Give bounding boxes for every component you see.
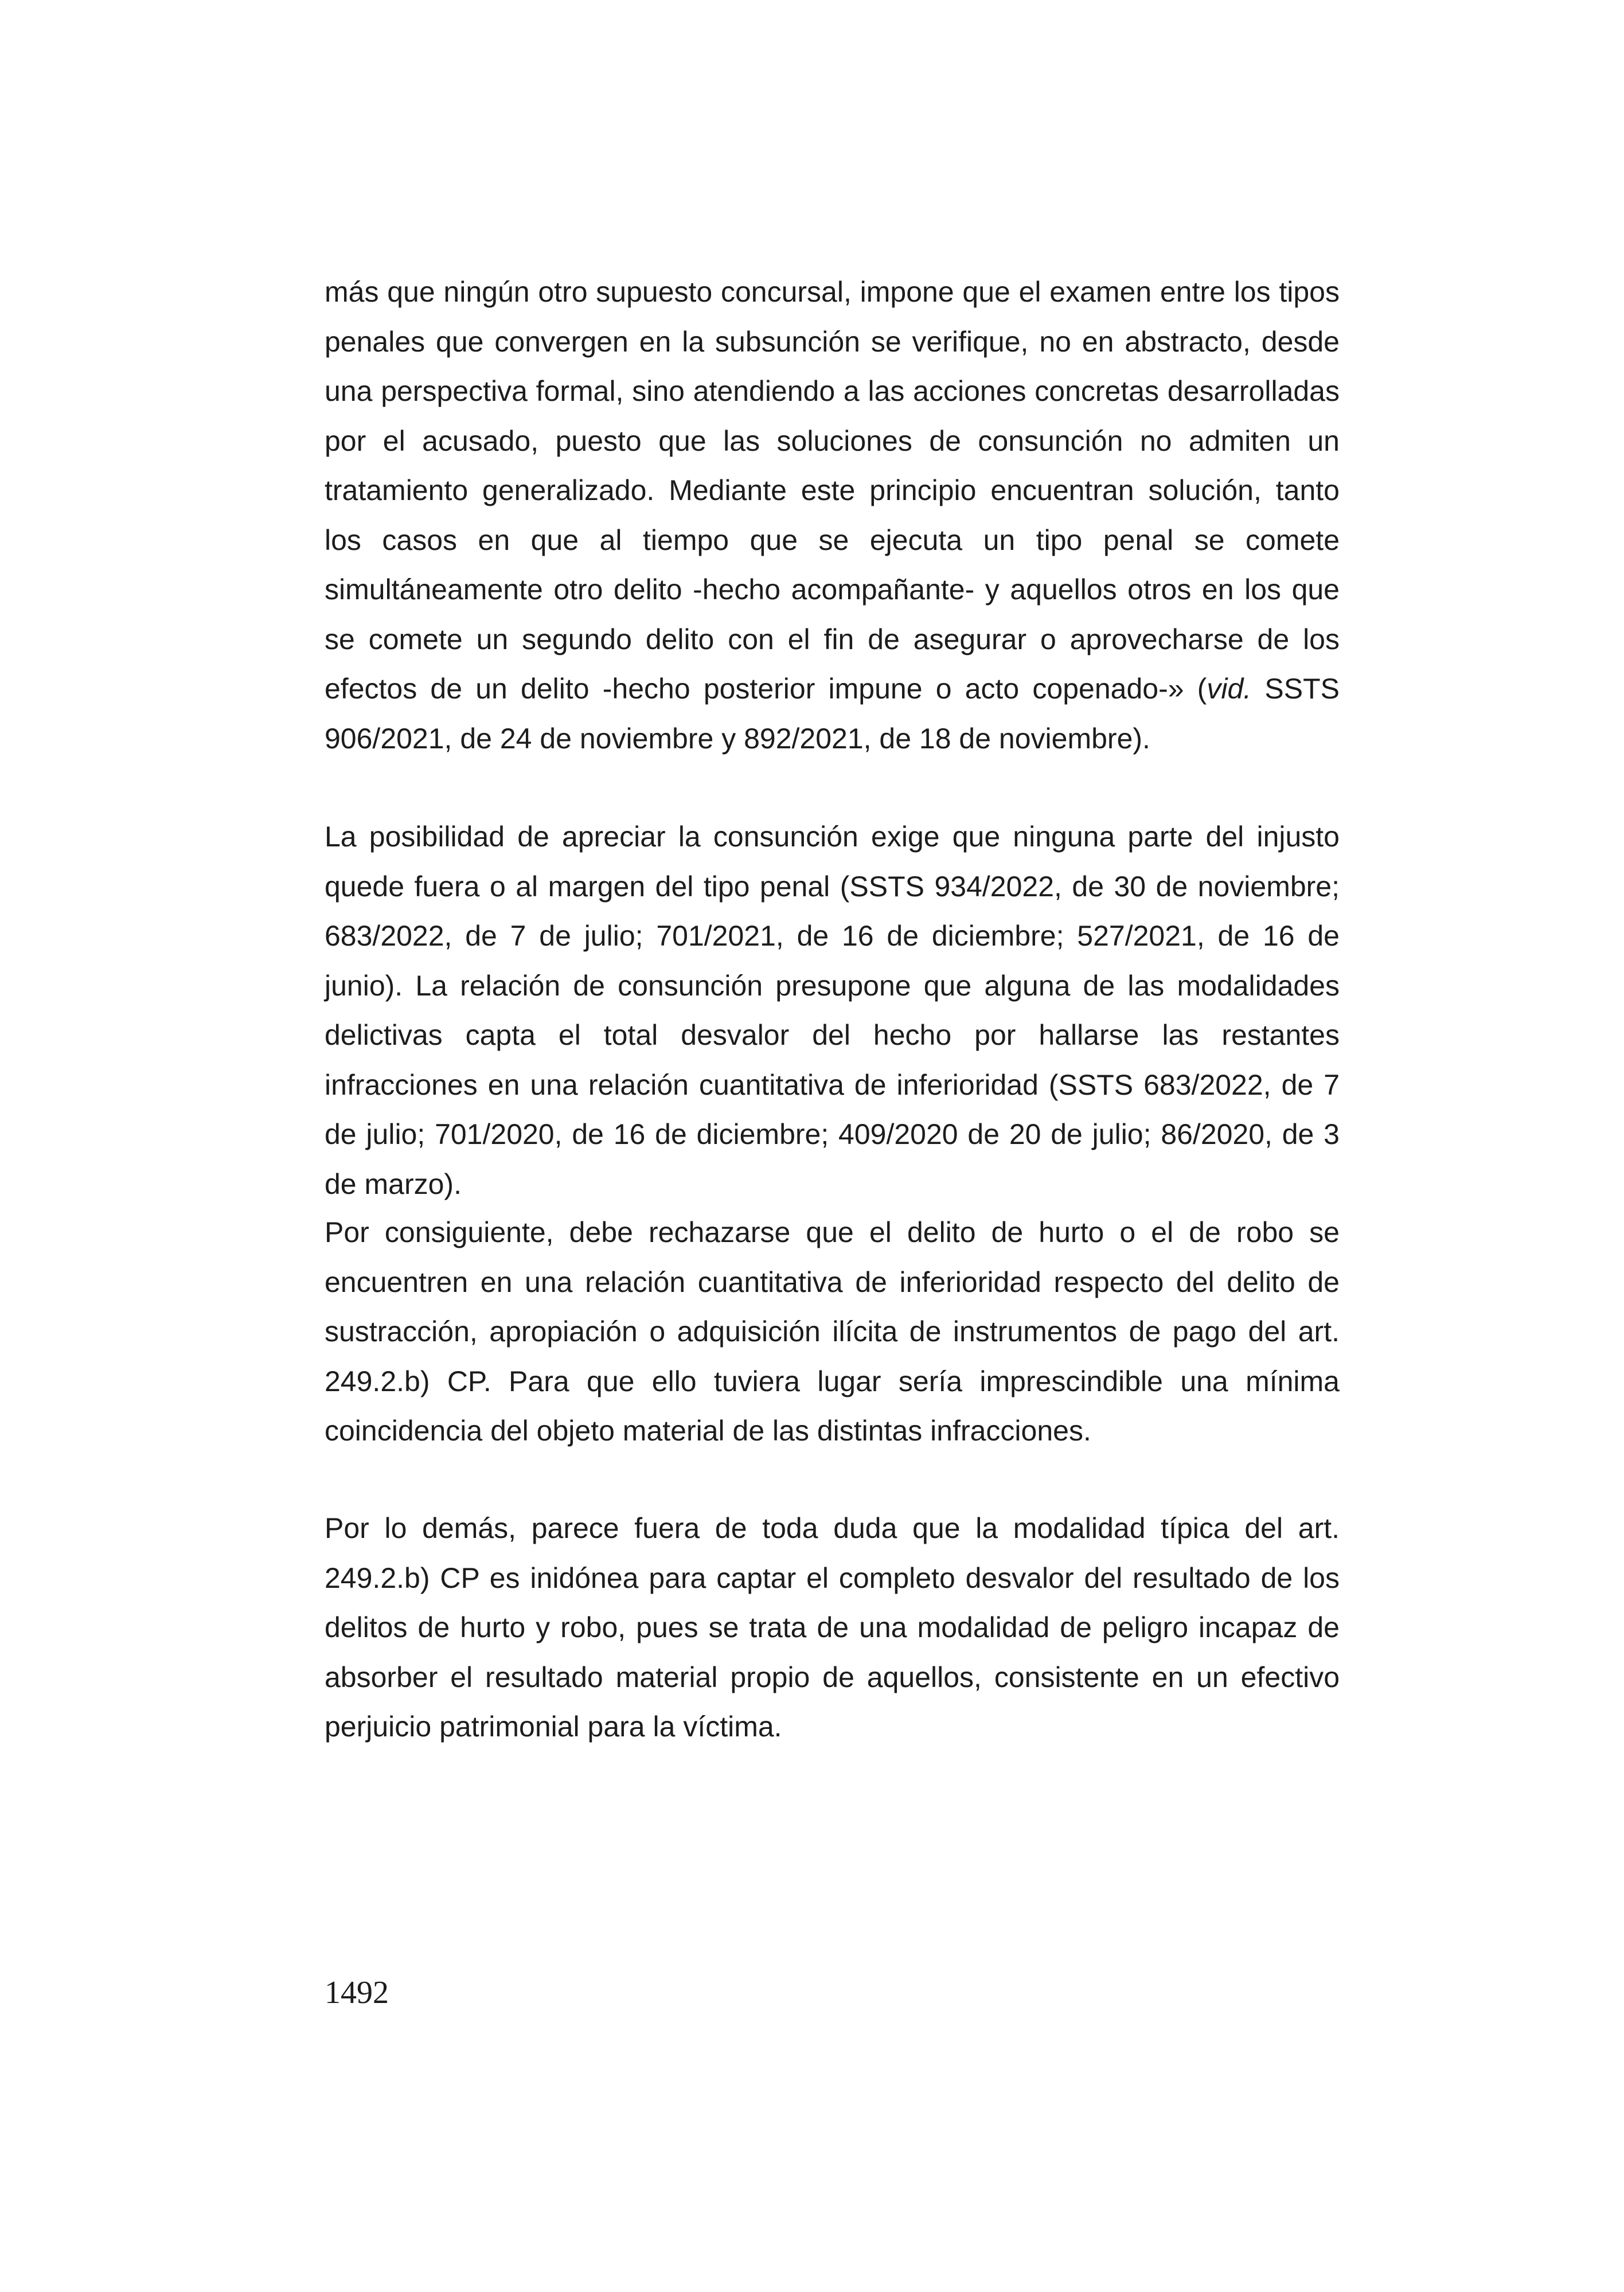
page-number: 1492 xyxy=(325,1975,389,2010)
paragraph-consuncion-requirements: La posibilidad de apreciar la consunción exige que ninguna parte del injusto quede fuera o al margen del tipo penal (SSTS 934/2022, de 30 de noviembre; 683/2022, de 7 de julio; 701/2021, de 16 de diciembre; 527/2021, de 16 de junio). La relación de consunción presupone que alguna de las modalidades delictivas capta el total desvalor del hecho por hallarse las restantes infracciones en una relación cuantitativa de inferioridad (SSTS 683/2022, de 7 de julio; 701/2020, de 16 de diciembre; 409/2020 de 20 de julio; 86/2020, de 3 de marzo). xyxy=(325,821,1340,1200)
paragraph-por-consiguiente: Por consiguiente, debe rechazarse que el delito de hurto o el de robo se encuentren en una relación cuantitativa de inferioridad respecto del delito de sustracción, apropiación o adquisición ilícita de instrumentos de pago del art. 249.2.b) CP. Para que ello tuviera lugar sería imprescindible una mínima coincidencia del objeto material de las distintas infracciones. xyxy=(325,1216,1340,1447)
citation-vid: vid. xyxy=(1207,673,1252,705)
paragraph-text-before-citation: más que ningún otro supuesto concursal, impone que el examen entre los tipos penales que convergen en la subsunción se verifique, no en abstracto, desde una perspectiva formal, sino atendiendo a las acciones concretas desarrolladas por el acusado, puesto que las soluciones de consunción no admiten un tratamiento generalizado. Mediante este principio encuentran solución, tanto los casos en que al tiempo que se ejecuta un tipo penal se comete simultáneamente otro delito -hecho acompañante- y aquellos otros en los que se comete un segundo delito con el fin de asegurar o aprovecharse de los efectos de un delito -hecho posterior impune o acto copenado-» ( xyxy=(325,276,1340,705)
paragraph-por-lo-demas: Por lo demás, parece fuera de toda duda que la modalidad típica del art. 249.2.b) CP es inidónea para captar el completo desvalor del resultado de los delitos de hurto y robo, pues se trata de una modalidad de peligro incapaz de absorber el resultado material propio de aquellos, consistente en un efectivo perjuicio patrimonial para la víctima. xyxy=(325,1512,1340,1743)
paragraph-text-after-citation: SSTS 906/2021, de 24 de noviembre y 892/2021, de 18 de noviembre). xyxy=(325,673,1340,755)
paragraph-consuncion-principle xyxy=(325,267,1340,763)
